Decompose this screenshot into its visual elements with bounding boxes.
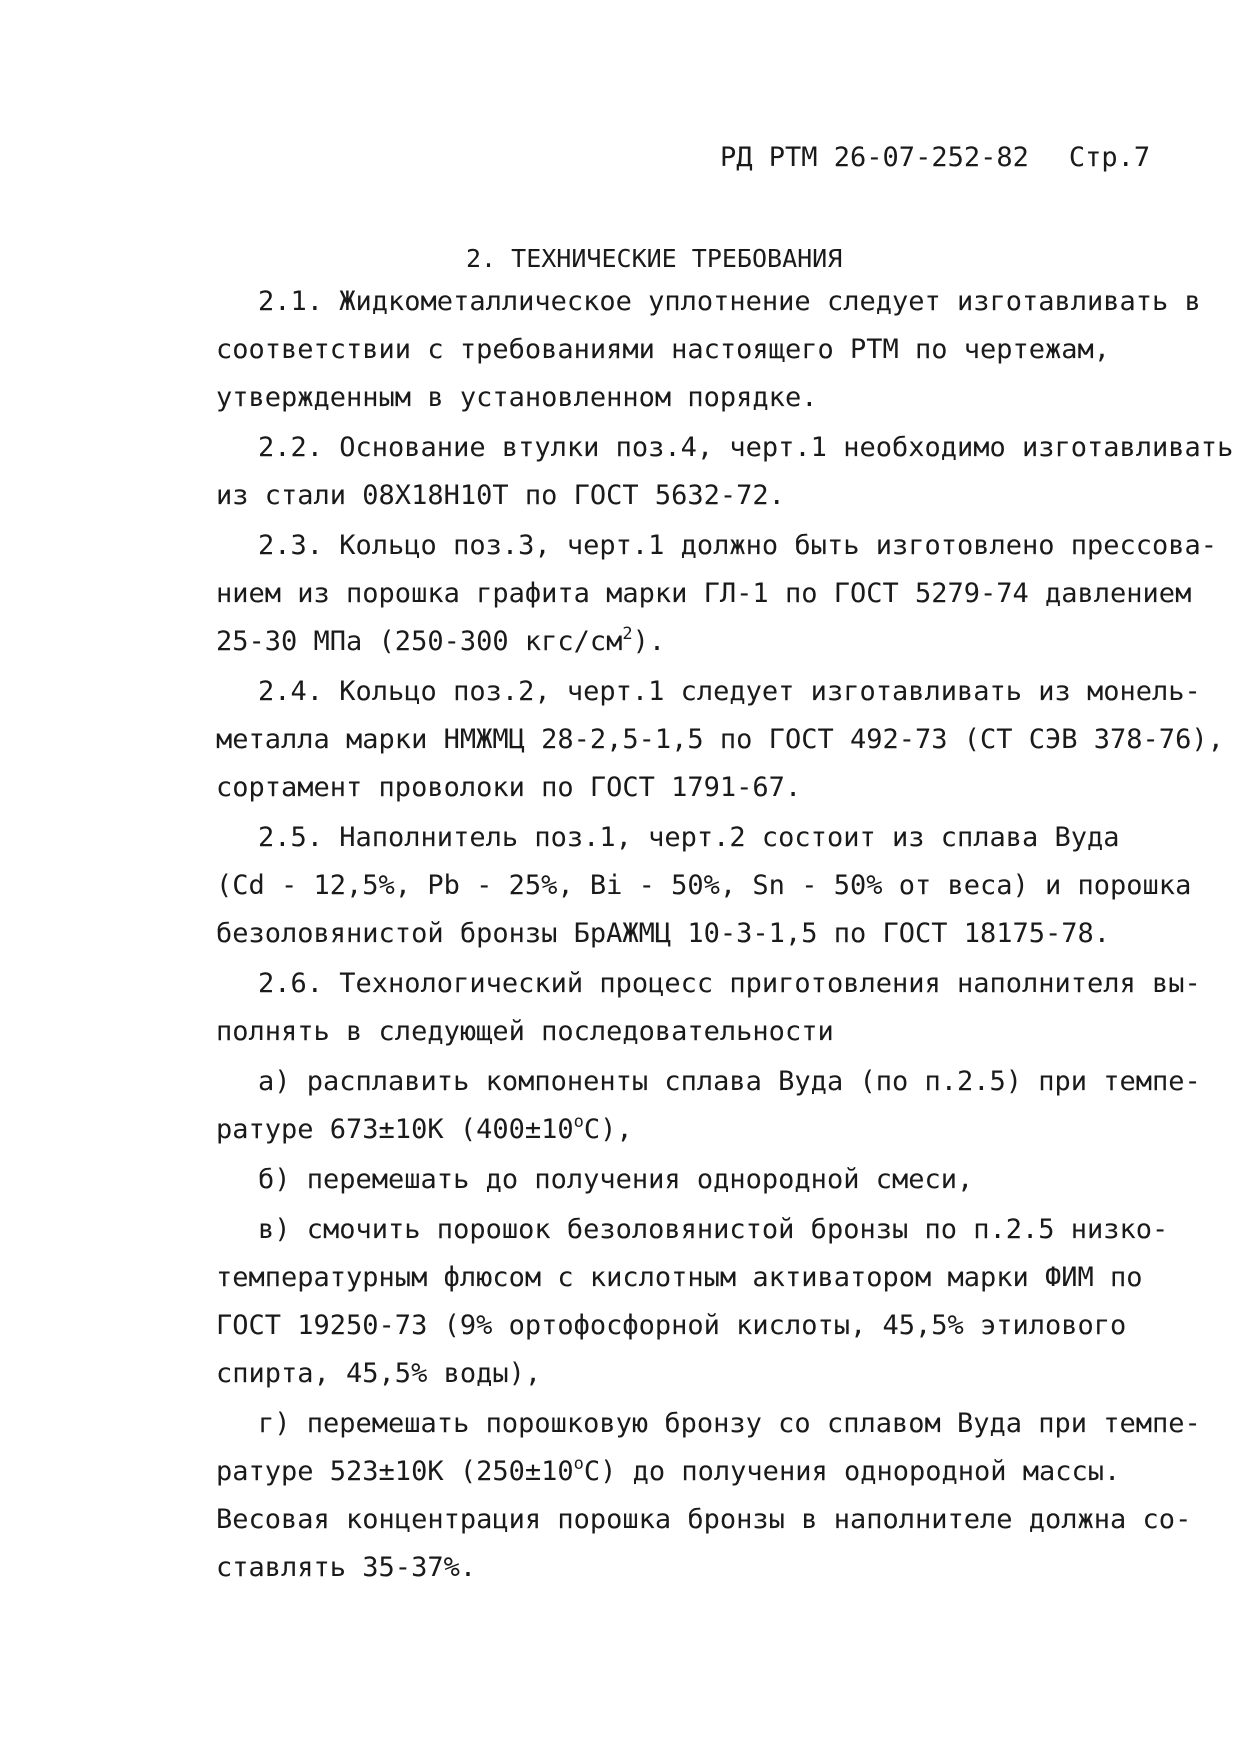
text-line: 2.4. Кольцо поз.2, черт.1 следует изготавливать из монель- — [258, 676, 1201, 707]
superscript: 2 — [622, 624, 633, 644]
text-line: 2.5. Наполнитель поз.1, черт.2 состоит из сплава Вуда — [258, 822, 1120, 853]
text-line — [216, 1112, 633, 1145]
text-line: 2.1. Жидкометаллическое уплотнение следует изготавливать в — [258, 286, 1201, 317]
text-line: г) перемешать порошковую бронзу со сплавом Вуда при темпе- — [258, 1408, 1201, 1439]
text-line: из стали 08Х18Н10Т по ГОСТ 5632-72. — [216, 480, 785, 511]
section-title: 2. ТЕХНИЧЕСКИЕ ТРЕБОВАНИЯ — [466, 244, 843, 273]
text-line: полнять в следующей последовательности — [216, 1016, 834, 1047]
text-fragment: ). — [632, 626, 666, 657]
text-fragment: ратуре 523±10К (250±10 — [216, 1456, 574, 1487]
text-line: б) перемешать до получения однородной смеси, — [258, 1164, 974, 1195]
text-fragment: 25-30 МПа (250-300 кгс/см — [216, 626, 623, 657]
text-line: Весовая концентрация порошка бронзы в наполнителе должна со- — [216, 1504, 1192, 1535]
text-line: ставлять 35-37%. — [216, 1552, 477, 1583]
text-line: (Cd - 12,5%, Pb - 25%, Bi - 50%, Sn - 50% от веса) и порошка — [216, 870, 1192, 901]
text-line: сортамент проволоки по ГОСТ 1791-67. — [216, 772, 802, 803]
text-line: нием из порошка графита марки ГЛ-1 по ГОСТ 5279-74 давлением — [216, 578, 1192, 609]
text-line: безоловянистой бронзы БрАЖМЦ 10-3-1,5 по ГОСТ 18175-78. — [216, 918, 1111, 949]
text-line: металла марки НМЖМЦ 28-2,5-1,5 по ГОСТ 492-73 (СТ СЭВ 378-76), — [216, 724, 1224, 755]
text-line — [216, 1454, 1121, 1487]
text-line: соответствии с требованиями настоящего РТМ по чертежам, — [216, 334, 1111, 365]
page-number: Стр.7 — [1068, 142, 1151, 173]
page-header — [720, 142, 1150, 173]
text-line: 2.6. Технологический процесс приготовления наполнителя вы- — [258, 968, 1201, 999]
text-line: температурным флюсом с кислотным активатором марки ФИМ по — [216, 1262, 1143, 1293]
text-fragment: С) до получения однородной массы. — [583, 1456, 1121, 1487]
text-line: спирта, 45,5% воды), — [216, 1358, 542, 1389]
superscript: о — [573, 1112, 584, 1132]
text-line: утвержденным в установленном порядке. — [216, 382, 818, 413]
text-line: в) смочить порошок безоловянистой бронзы по п.2.5 низко- — [258, 1214, 1169, 1245]
text-fragment: ратуре 673±10К (400±10 — [216, 1114, 574, 1145]
text-fragment: С), — [583, 1114, 633, 1145]
text-line: 2.3. Кольцо поз.3, черт.1 должно быть изготовлено прессова- — [258, 530, 1218, 561]
text-line: ГОСТ 19250-73 (9% ортофосфорной кислоты, 45,5% этилового — [216, 1310, 1127, 1341]
text-line: а) расплавить компоненты сплава Вуда (по п.2.5) при темпе- — [258, 1066, 1201, 1097]
text-line — [216, 624, 666, 657]
document-code: РД РТМ 26-07-252-82 — [720, 142, 1029, 173]
superscript: о — [573, 1454, 584, 1474]
text-line: 2.2. Основание втулки поз.4, черт.1 необходимо изготавливать — [258, 432, 1234, 463]
